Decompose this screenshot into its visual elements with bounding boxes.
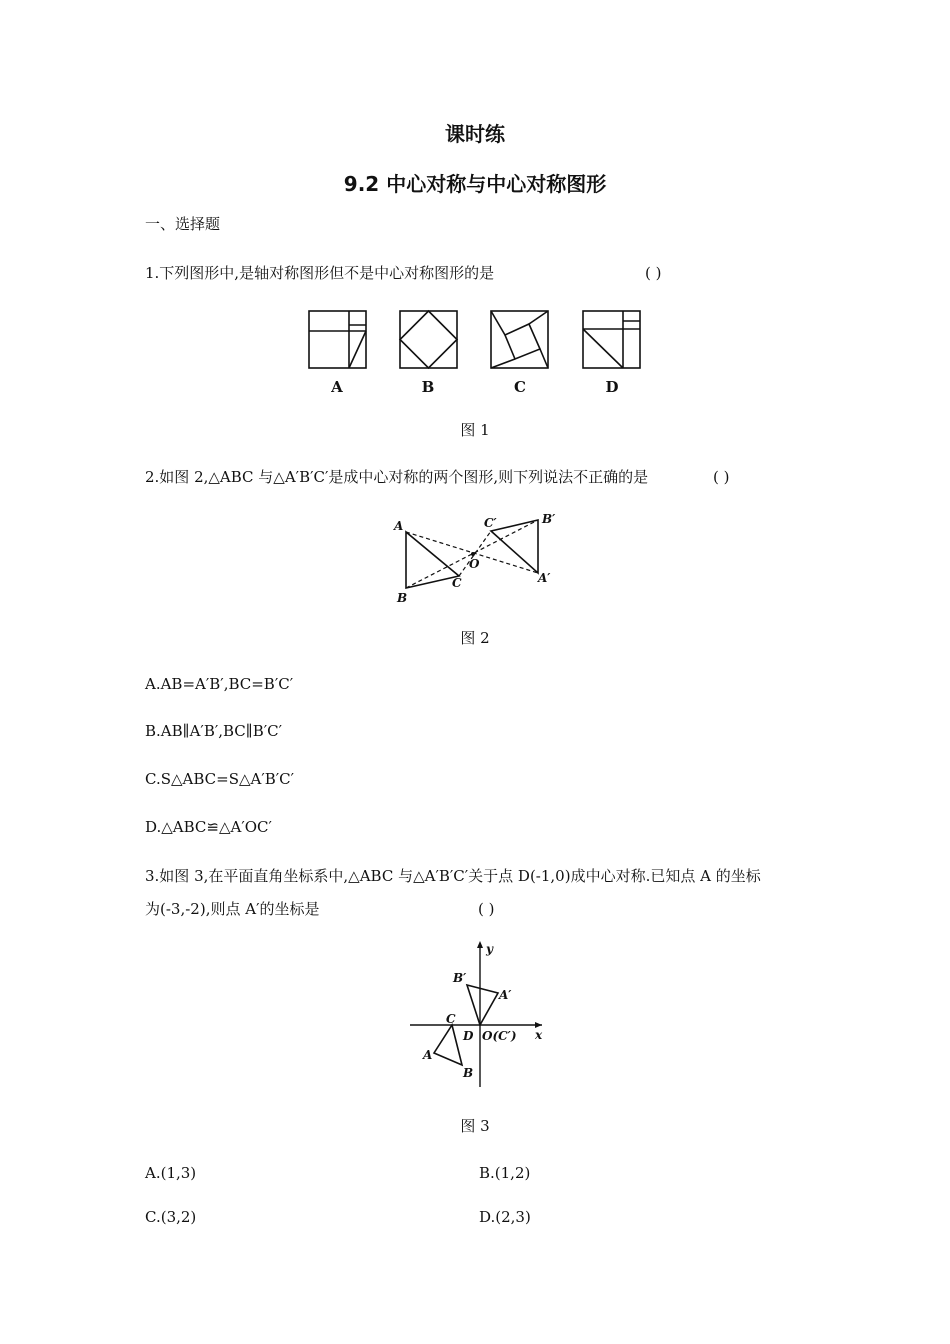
q1-label-c: C [514,378,526,396]
q1-square-c [491,311,548,368]
q3-label-a: A [423,1048,433,1062]
q1-label-b: B [421,378,435,396]
q2-label-a-prime: A′ [538,571,551,585]
q3-label-c: C [446,1012,456,1026]
q3-label-o: O(C′) [482,1029,517,1043]
q3-option-d: D.(2,3) [479,1208,531,1226]
q1-label-a: A [331,378,343,396]
q2-label-c-prime: C′ [484,516,497,530]
q2-label-b: B [397,591,408,605]
q3-label-d: D [463,1029,474,1043]
q3-triangle-a2b2c2 [467,985,498,1025]
q1-figure [300,305,650,400]
q2-option-c: C.S△ABC=S△A′B′C′ [145,770,295,788]
q3-label-b-prime: B′ [453,971,467,985]
figure-1-caption: 图 1 [460,421,490,439]
q3-option-a: A.(1,3) [145,1164,197,1182]
q3-option-b: B.(1,2) [479,1164,531,1182]
q2-text: 2.如图 2,△ABC 与△A′B′C′是成中心对称的两个图形,则下列说法不正确的是 [145,468,649,486]
q3-text-line-2: 为(-3,-2),则点 A′的坐标是 [145,900,320,918]
q3-label-x: x [535,1028,543,1042]
q3-text-line-1: 3.如图 3,在平面直角坐标系中,△ABC 与△A′B′C′关于点 D(-1,0)成中心对称.已知点 A 的坐标 [145,867,761,885]
q2-label-c: C [452,576,462,590]
q2-label-b-prime: B′ [542,512,556,526]
q1-square-d [583,311,640,368]
q3-triangle-abc [434,1025,462,1065]
q2-center-point [471,552,475,556]
q1-answer-paren: ( ) [645,264,662,282]
q2-answer-paren: ( ) [713,468,730,486]
q2-label-o: O [469,557,480,571]
q1-square-a [309,311,366,368]
figure-2-caption: 图 2 [460,629,490,647]
q3-label-y: y [486,942,493,956]
q2-figure [385,505,575,610]
page-subtitle: 9.2 中心对称与中心对称图形 [343,172,607,196]
q2-option-a: A.AB=A′B′,BC=B′C′ [145,675,294,693]
q3-option-c: C.(3,2) [145,1208,197,1226]
q1-text: 1.下列图形中,是轴对称图形但不是中心对称图形的是 [145,264,495,282]
q3-label-b: B [463,1066,474,1080]
q2-option-b: B.AB∥A′B′,BC∥B′C′ [145,722,283,740]
q2-label-a: A [394,519,404,533]
page-title: 课时练 [445,122,505,146]
q3-y-arrow [477,941,483,948]
q2-triangle-a2b2c2 [491,520,538,573]
q1-label-d: D [605,378,619,396]
section-heading: 一、选择题 [145,215,221,233]
q1-square-b [400,311,457,368]
q3-label-a-prime: A′ [499,988,512,1002]
figure-3-caption: 图 3 [460,1117,490,1135]
q2-option-d: D.△ABC≌△A′OC′ [145,818,272,836]
q3-figure [405,937,555,1092]
q3-answer-paren: ( ) [478,900,495,918]
